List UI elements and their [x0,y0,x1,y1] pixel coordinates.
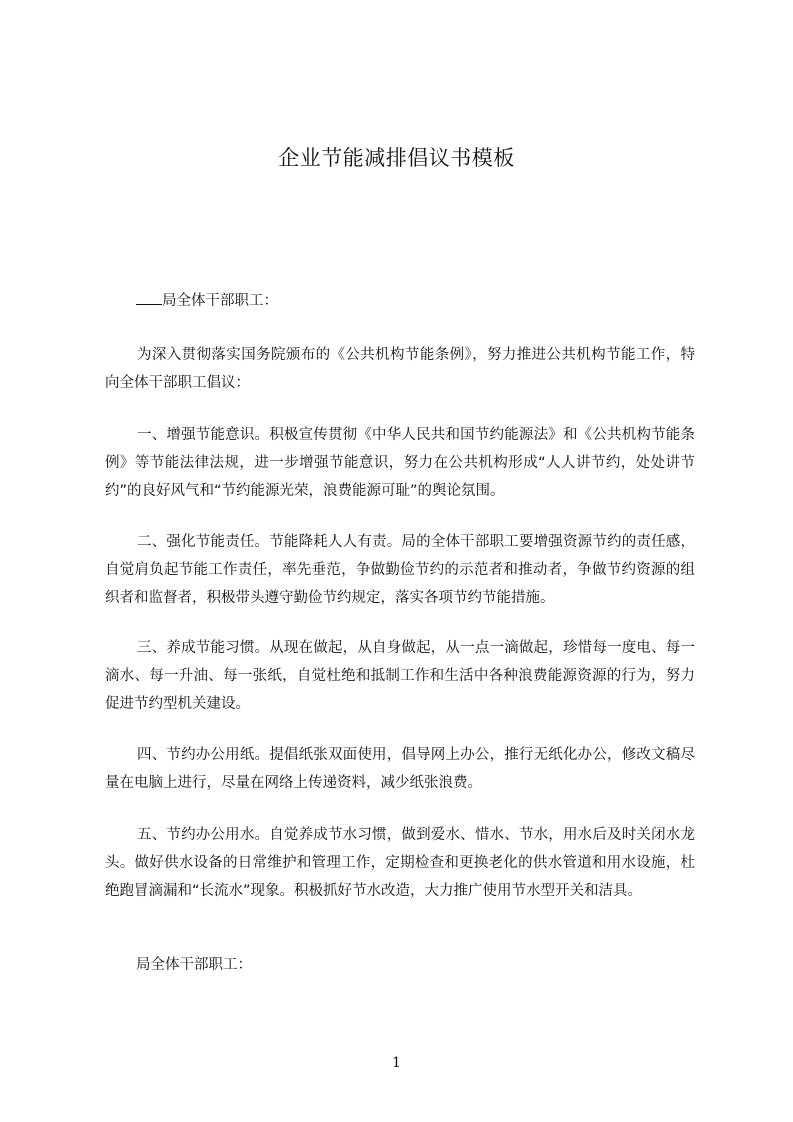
blank-underline [136,290,162,305]
intro-paragraph: 为深入贯彻落实国务院颁布的《公共机构节能条例》，努力推进公共机构节能工作，特向全体干部职工倡议： [105,347,695,391]
salutation-line [136,290,278,311]
item-paragraph-5: 五、节约办公用水。自觉养成节水习惯，做到爱水、惜水、节水，用水后及时关闭水龙头。做好供水设备的日常维护和管理工作，定期检查和更换老化的供水管道和用水设施，杜绝跑冒滴漏和“长流水”现象。积极抓好节水改造，大力推广使用节水型开关和洁具。 [105,827,695,899]
item-paragraph-2: 二、强化节能责任。节能降耗人人有责。局的全体干部职工要增强资源节约的责任感，自觉肩负起节能工作责任，率先垂范，争做勤俭节约的示范者和推动者，争做节约资源的组织者和监督者，积极带头遵守勤俭节约规定，落实各项节约节能措施。 [105,534,695,606]
item-paragraph-1: 一、增强节能意识。积极宣传贯彻《中华人民共和国节约能源法》和《公共机构节能条例》等节能法律法规，进一步增强节能意识，努力在公共机构形成“人人讲节约，处处讲节约”的良好风气和“节约能源光荣，浪费能源可耻”的舆论氛围。 [105,427,695,499]
page-number: 1 [392,1055,401,1071]
closing-line: 局全体干部职工： [136,957,252,973]
item-paragraph-3: 三、养成节能习惯。从现在做起，从自身做起，从一点一滴做起，珍惜每一度电、每一滴水、每一升油、每一张纸，自觉杜绝和抵制工作和生活中各种浪费能源资源的行为，努力促进节约型机关建设。 [105,640,695,712]
salutation-text: 局全体干部职工： [162,293,278,309]
item-paragraph-4: 四、节约办公用纸。提倡纸张双面使用，倡导网上办公，推行无纸化办公，修改文稿尽量在电脑上进行，尽量在网络上传递资料，减少纸张浪费。 [105,747,695,791]
page-title: 企业节能减排倡议书模板 [278,146,515,170]
